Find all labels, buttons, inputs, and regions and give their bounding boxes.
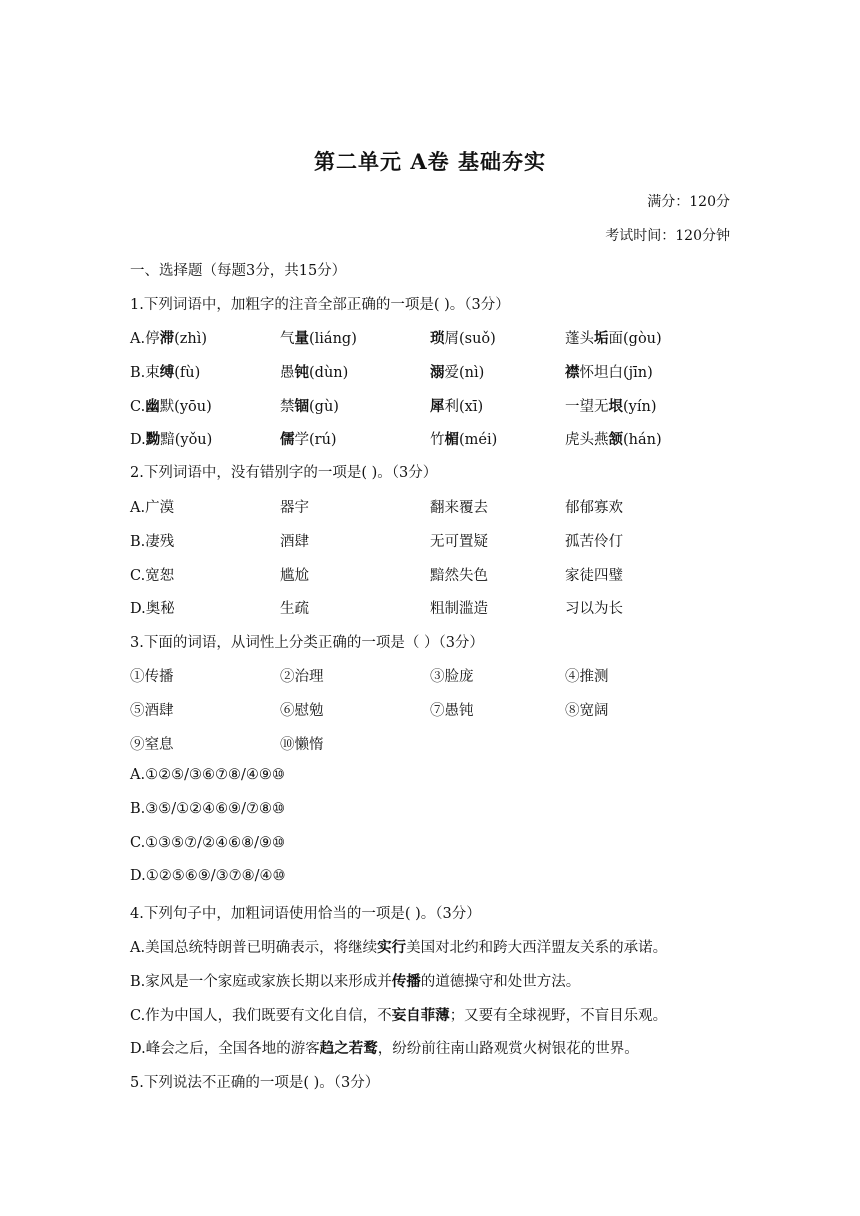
option-cell: 黯然失色: [430, 567, 488, 584]
cell-text: 默(yōu): [159, 398, 212, 415]
bold-word: 妄自菲薄: [391, 1006, 450, 1024]
cell-text: (hán): [623, 432, 662, 449]
word-row: [130, 733, 730, 753]
section-heading: 一、选择题（每题3分，共15分）: [130, 263, 347, 279]
cell-text: 屑(suǒ): [444, 331, 496, 347]
bold-char: 溺: [430, 363, 445, 381]
option-text: 的道德操守和处世方法。: [420, 973, 581, 990]
word-cell: ②治理: [280, 669, 324, 685]
bold-char: 黝: [145, 431, 161, 449]
word-cell: ⑤酒肆: [130, 702, 174, 719]
cell-text: B.束: [130, 364, 160, 381]
option-cell: 无可置疑: [430, 533, 488, 550]
cell-text: 爱(nì): [444, 364, 485, 381]
option-text: ；又要有全球视野，不盲目乐观。: [449, 1007, 668, 1024]
cell-text: 竹: [430, 432, 445, 449]
bold-char: 儒: [280, 431, 295, 449]
option-cell: [280, 361, 348, 382]
option-cell: [130, 395, 212, 416]
option-line: D.①②⑤⑥⑨/③⑦⑧/④⑩: [130, 868, 286, 885]
option-text: 美国对北约和跨大西洋盟友关系的承诺。: [406, 940, 668, 956]
option-cell: [430, 361, 484, 382]
cell-text: (liáng): [309, 331, 357, 347]
cell-text: 虎头燕: [565, 432, 609, 449]
option-line: [130, 936, 667, 957]
bold-char: 量: [294, 330, 309, 347]
bold-char: 锢: [294, 397, 309, 415]
cell-text: (fù): [174, 364, 201, 381]
option-cell: [565, 327, 662, 348]
question-4-stem: 4.下列句子中，加粗词语使用恰当的一项是( )。（3分）: [130, 906, 481, 922]
bold-char: 楣: [444, 431, 459, 449]
option-cell: 郁郁寡欢: [565, 500, 623, 516]
option-cell: [130, 361, 200, 382]
bold-char: 滞: [159, 330, 175, 347]
option-row: [130, 327, 730, 347]
option-line: A.①②⑤/③⑥⑦⑧/④⑨⑩: [130, 767, 285, 783]
option-cell: [565, 428, 662, 449]
option-text: ，纷纷前往南山路观赏火树银花的世界。: [377, 1041, 639, 1058]
cell-text: 利(xī): [444, 398, 484, 415]
option-cell: 酒肆: [280, 533, 309, 550]
option-cell: [280, 428, 337, 449]
cell-text: 怀坦白(jīn): [579, 364, 653, 381]
bold-word: 趋之若鹜: [319, 1040, 378, 1058]
option-cell: 家徒四璧: [565, 567, 623, 584]
option-row: [130, 395, 730, 415]
cell-text: 气: [280, 331, 295, 347]
word-cell: ⑦愚钝: [430, 702, 474, 719]
option-cell: 生疏: [280, 601, 309, 618]
cell-text: 黯(yǒu): [160, 432, 213, 449]
bold-char: 幽: [145, 397, 160, 415]
word-cell: ③脸庞: [430, 669, 474, 685]
question-1-stem: 1.下列词语中，加粗字的注音全部正确的一项是( )。（3分）: [130, 297, 510, 313]
exam-time: 考试时间：120分钟: [605, 228, 730, 244]
full-score: 满分：120分: [647, 194, 730, 210]
bold-char: 琐: [430, 330, 445, 347]
word-cell: ⑨窒息: [130, 736, 174, 753]
cell-text: (dùn): [309, 364, 349, 381]
cell-text: 一望无: [565, 398, 609, 415]
option-cell: [130, 428, 212, 449]
option-cell: 粗制滥造: [430, 601, 488, 618]
word-cell: ⑩懒惰: [280, 736, 324, 753]
bold-word: 实行: [377, 939, 407, 956]
option-row: [130, 597, 730, 617]
option-line: [130, 1004, 667, 1025]
option-text: D.峰会之后，全国各地的游客: [130, 1041, 320, 1058]
bold-word: 传播: [391, 972, 421, 990]
cell-text: 学(rú): [294, 432, 337, 449]
option-row: [130, 564, 730, 584]
option-cell: [565, 361, 653, 382]
option-cell: A.广漠: [130, 500, 175, 516]
word-cell: ①传播: [130, 669, 174, 685]
cell-text: 愚: [280, 364, 295, 381]
option-line: C.①③⑤⑦/②④⑥⑧/⑨⑩: [130, 834, 285, 851]
option-text: C.作为中国人，我们既要有文化自信，不: [130, 1007, 392, 1024]
option-line: [130, 1037, 639, 1058]
option-row: [130, 361, 730, 381]
word-cell: ④推测: [565, 669, 609, 685]
option-cell: [280, 327, 357, 348]
cell-text: A.停: [130, 331, 160, 347]
question-3-stem: 3.下面的词语，从词性上分类正确的一项是（ ）（3分）: [130, 635, 484, 651]
option-cell: [280, 395, 339, 416]
cell-text: 蓬头: [565, 331, 594, 347]
option-text: A.美国总统特朗普已明确表示，将继续: [130, 940, 378, 956]
cell-text: (zhì): [174, 331, 208, 347]
bold-char: 垢: [594, 330, 609, 347]
option-cell: B.凄残: [130, 533, 175, 550]
option-cell: D.奥秘: [130, 601, 175, 618]
bold-char: 垠: [608, 397, 623, 415]
word-row: [130, 699, 730, 719]
bold-char: 颔: [608, 431, 623, 449]
cell-text: (méi): [459, 432, 498, 449]
question-2-stem: 2.下列词语中，没有错别字的一项是( )。（3分）: [130, 465, 438, 481]
cell-text: D.: [130, 432, 146, 449]
option-row: [130, 428, 730, 448]
page-title: 第二单元 A卷 基础夯实: [314, 149, 546, 174]
option-cell: [430, 395, 483, 416]
option-cell: C.宽恕: [130, 567, 175, 584]
option-line: [130, 970, 580, 991]
word-row: [130, 665, 730, 685]
question-5-stem: 5.下列说法不正确的一项是( )。（3分）: [130, 1075, 380, 1091]
option-cell: [430, 428, 497, 449]
option-cell: [130, 327, 207, 348]
option-row: [130, 496, 730, 516]
bold-char: 钝: [294, 363, 309, 381]
option-cell: 器宇: [280, 500, 309, 516]
cell-text: (yín): [623, 398, 657, 415]
option-line: B.③⑤/①②④⑥⑨/⑦⑧⑩: [130, 800, 286, 817]
bold-char: 襟: [565, 363, 580, 381]
option-cell: 尴尬: [280, 567, 309, 584]
cell-text: 面(gòu): [608, 331, 662, 347]
cell-text: (gù): [309, 398, 339, 415]
option-cell: [565, 395, 656, 416]
option-cell: [430, 327, 496, 348]
word-cell: ⑥慰勉: [280, 702, 324, 719]
cell-text: C.: [130, 398, 146, 415]
bold-char: 犀: [430, 397, 445, 415]
option-text: B.家风是一个家庭或家族长期以来形成并: [130, 973, 392, 990]
bold-char: 缚: [159, 363, 175, 381]
word-cell: ⑧宽阔: [565, 702, 609, 719]
option-row: [130, 530, 730, 550]
option-cell: 孤苦伶仃: [565, 533, 623, 550]
cell-text: 禁: [280, 398, 295, 415]
option-cell: 翻来覆去: [430, 500, 488, 516]
option-cell: 习以为长: [565, 601, 623, 618]
